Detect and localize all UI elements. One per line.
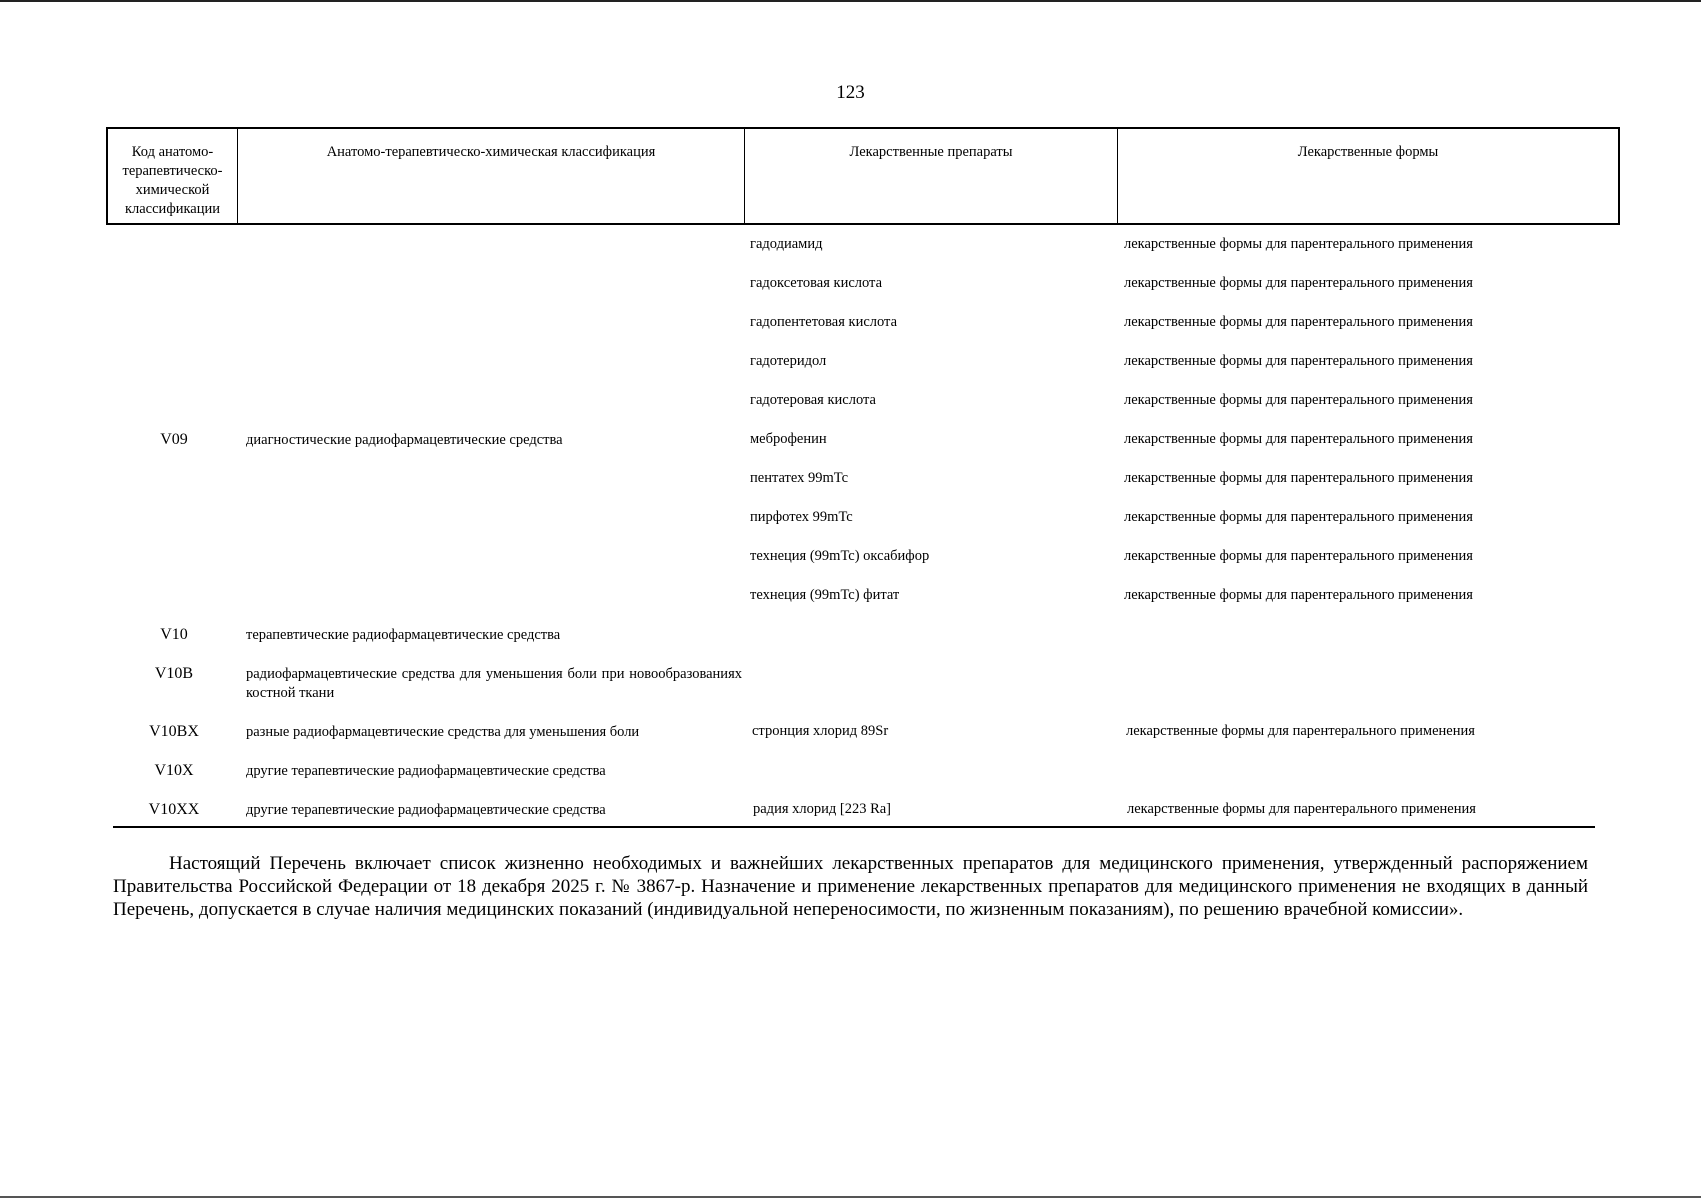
atc-code: V09 [160,431,188,448]
drug-name: радия хлорид [223 Ra] [753,801,892,817]
atc-classification: разные радиофармацевтические средства для уменьшения боли [246,724,640,740]
drug-form: лекарственные формы для парентерального применения [1127,801,1476,817]
atc-code: V10B [154,665,194,682]
scan-edge-bottom [0,1196,1701,1198]
drug-form: лекарственные формы для парентерального применения [1124,509,1473,525]
drug-name: гадопентетовая кислота [750,314,898,330]
drug-name: меброфенин [750,431,827,447]
drug-form: лекарственные формы для парентерального применения [1124,587,1473,603]
drug-form: лекарственные формы для парентерального применения [1124,314,1473,330]
drug-form: лекарственные формы для парентерального применения [1126,723,1475,739]
drug-form: лекарственные формы для парентерального применения [1124,275,1473,291]
drug-name: гадотеридол [750,353,827,369]
drug-form: лекарственные формы для парентерального применения [1124,431,1473,447]
drug-name: гадотеровая кислота [750,392,876,408]
drug-name: пентатех 99mTc [750,470,849,486]
drug-name: стронция хлорид 89Sr [752,723,889,739]
drug-form: лекарственные формы для парентерального применения [1124,548,1473,564]
drug-form: лекарственные формы для парентерального применения [1124,392,1473,408]
header-drug: Лекарственные препараты [745,129,1118,223]
header-atx: Анатомо-терапевтическо-химическая классификация [238,129,745,223]
atc-classification: диагностические радиофармацевтические средства [246,432,563,448]
header-form: Лекарственные формы [1297,144,1439,160]
header-code: Код анатомо-терапевтическо-химической классификации [108,129,238,223]
scan-edge-top [0,0,1701,2]
atc-code: V10BX [149,723,199,740]
atc-code: V10 [160,626,188,643]
drug-name: технеция (99mTc) оксабифор [750,548,930,564]
atc-code: V10XX [148,801,200,818]
atc-classification: терапевтические радиофармацевтические средства [246,627,561,643]
drug-name: гадоксетовая кислота [750,275,883,291]
drug-form: лекарственные формы для парентерального применения [1124,470,1473,486]
drug-name: гадодиамид [750,236,823,252]
closing-note: Настоящий Перечень включает список жизненно необходимых и важнейших лекарственных препаратов для медицинского применения, утвержденный распоряжением Правительства Российской Федерации от 18 декабря 2025 г. № 3867-р. Назначение и применение лекарственных препаратов для медицинского применения не входящих в данный Перечень, допускается в случае наличия медицинских показаний (индивидуальной непереносимости, по жизненным показаниям), по решению врачебной комиссии». [113,853,1588,920]
table-header [106,127,1620,225]
atc-classification: другие терапевтические радиофармацевтические средства [246,802,606,818]
atc-classification: другие терапевтические радиофармацевтические средства [246,763,606,779]
atc-classification: радиофармацевтические средства для уменьшения боли при новообразованиях костной ткани [246,666,742,701]
drug-name: пирфотех 99mTc [750,509,853,525]
table-bottom-rule [113,826,1595,828]
drug-form: лекарственные формы для парентерального применения [1124,353,1473,369]
page-number: 123 [836,82,865,103]
drug-name: технеция (99mTc) фитат [750,587,900,603]
atc-code: V10X [154,762,194,779]
drug-form: лекарственные формы для парентерального применения [1124,236,1473,252]
